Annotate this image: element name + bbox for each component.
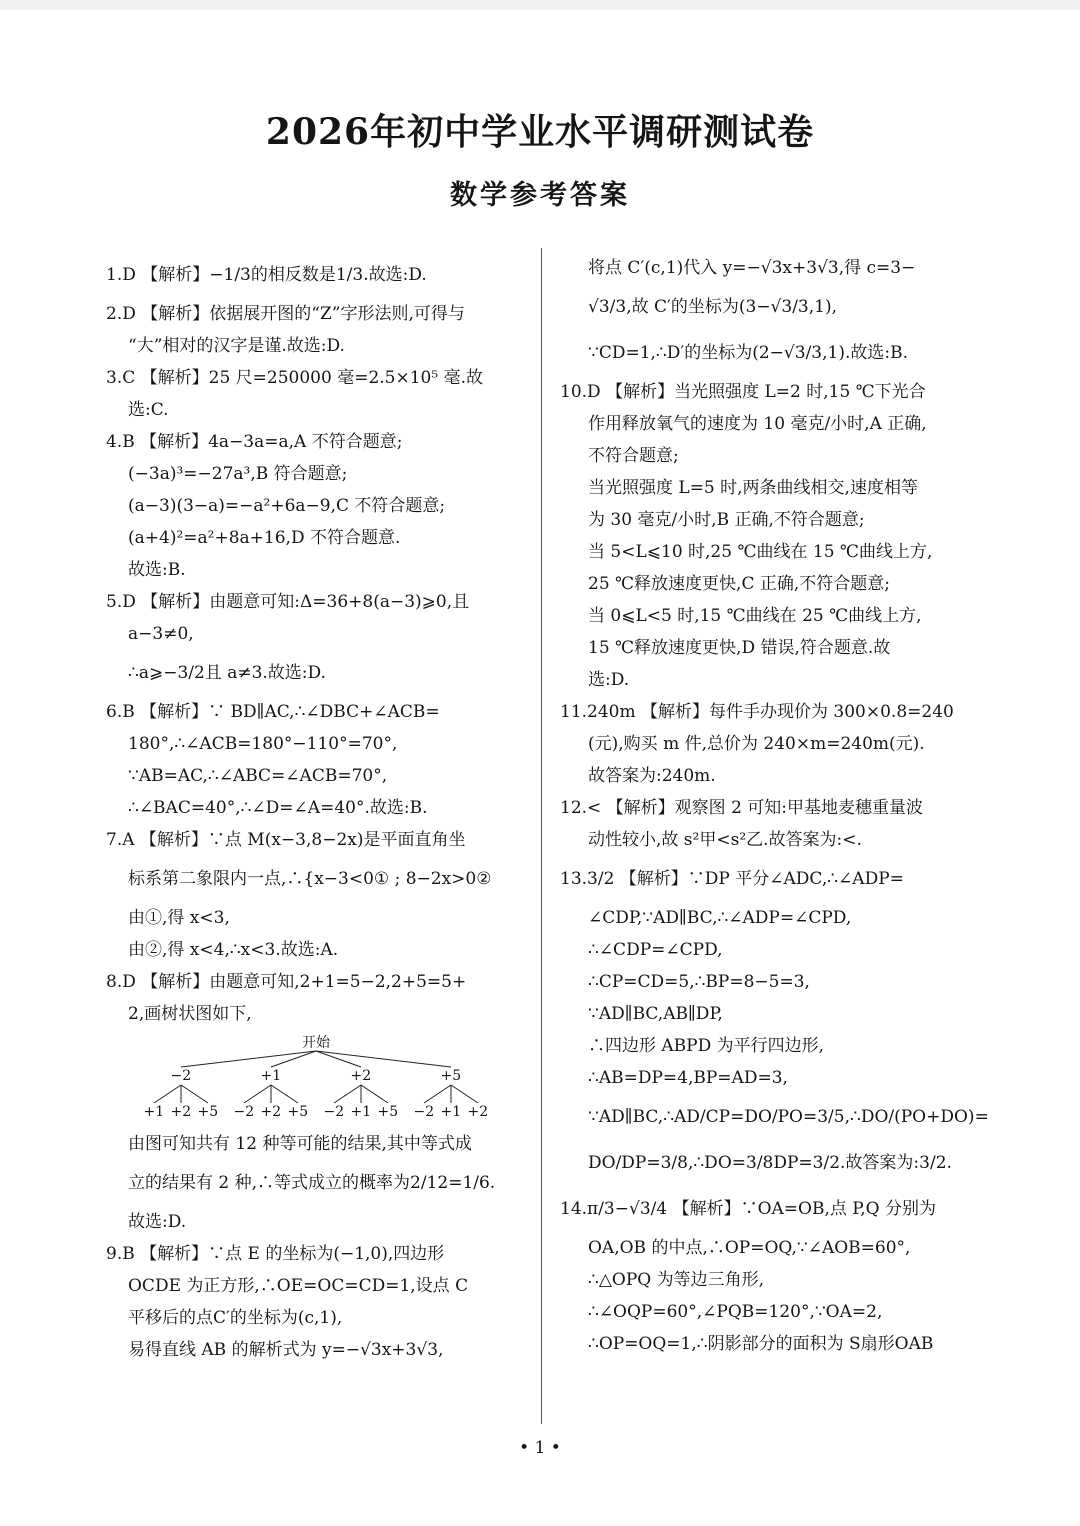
answer-9: 9.B 【解析】∵点 E 的坐标为(−1,0),四边形 — [106, 1244, 445, 1264]
tree-branch-label: +1 — [260, 1068, 282, 1084]
answer-10: 10.D 【解析】当光照强度 L=2 时,15 ℃下光合 — [560, 382, 926, 402]
tree-leaf-line — [334, 1085, 361, 1103]
answer-4-line-5: 故选:B. — [128, 560, 186, 580]
tree-leaf-label: −2 — [413, 1104, 435, 1120]
column-divider — [541, 248, 542, 1424]
answer-9-line-2: OCDE 为正方形,∴OE=OC=CD=1,设点 C — [128, 1276, 469, 1296]
answer-8: 8.D 【解析】由题意可知,2+1=5−2,2+5=5+ — [106, 972, 467, 992]
answer-10-line-2: 作用释放氧气的速度为 10 毫克/小时,A 正确, — [588, 414, 927, 434]
answer-12-line-2: 动性较小,故 s²甲<s²乙.故答案为:<. — [588, 830, 862, 850]
tree-leaf-label: +1 — [350, 1104, 372, 1120]
answer-4: 4.B 【解析】4a−3a=a,A 不符合题意; — [106, 432, 403, 452]
tree-leaf-label: +5 — [377, 1104, 399, 1120]
answer-13-line-2: ∠CDP,∵AD∥BC,∴∠ADP=∠CPD, — [588, 908, 852, 928]
tree-leaf-label: +2 — [260, 1104, 282, 1120]
answer-5-line-2: a−3≠0, — [128, 624, 194, 644]
tree-leaf-label: +1 — [143, 1104, 165, 1120]
tree-leaf-label: +2 — [170, 1104, 192, 1120]
page-number: • 1 • — [519, 1438, 561, 1458]
answer-13-line-8: ∵AD∥BC,∴AD/CP=DO/PO=3/5,∴DO/(PO+DO)= — [588, 1107, 989, 1127]
tree-branch-line — [316, 1051, 451, 1067]
answer-5: 5.D 【解析】由题意可知:Δ=36+8(a−3)⩾0,且 — [106, 592, 470, 612]
answer-8-line-5: 故选:D. — [128, 1212, 187, 1232]
answer-9-line-4: 易得直线 AB 的解析式为 y=−√3x+3√3, — [128, 1340, 444, 1360]
answer-13-line-5: ∵AD∥BC,AB∥DP, — [588, 1004, 723, 1024]
answer-11: 11.240m 【解析】每件手办现价为 300×0.8=240 — [560, 702, 954, 722]
answer-7: 7.A 【解析】∵点 M(x−3,8−2x)是平面直角坐 — [106, 830, 466, 850]
answer-6-line-4: ∴∠BAC=40°,∴∠D=∠A=40°.故选:B. — [128, 798, 428, 818]
page-subtitle: 数学参考答案 — [450, 180, 630, 211]
answer-10-line-7: 25 ℃释放速度更快,C 正确,不符合题意; — [588, 574, 890, 594]
answer-14-line-4: ∴∠OQP=60°,∠PQB=120°,∵OA=2, — [588, 1302, 883, 1322]
answer-12: 12.< 【解析】观察图 2 可知:甲基地麦穗重量波 — [560, 798, 924, 818]
answer-4-line-2: (−3a)³=−27a³,B 符合题意; — [128, 464, 348, 484]
tree-leaf-line — [451, 1085, 478, 1103]
answer-9-line-3: 平移后的点C′的坐标为(c,1), — [128, 1308, 343, 1328]
answer-14: 14.π/3−√3/4 【解析】∵OA=OB,点 P,Q 分别为 — [560, 1199, 937, 1219]
answer-13-line-7: ∴AB=DP=4,BP=AD=3, — [588, 1068, 788, 1088]
answer-7-line-2: 标系第二象限内一点,∴{x−3<0① ; 8−2x>0② — [128, 869, 492, 889]
answer-11-line-2: (元),购买 m 件,总价为 240×m=240m(元). — [588, 734, 925, 754]
tree-branch-line — [181, 1051, 316, 1067]
tree-leaf-label: +2 — [467, 1104, 489, 1120]
answer-6: 6.B 【解析】∵ BD∥AC,∴∠DBC+∠ACB= — [106, 702, 440, 722]
answer-13-line-3: ∴∠CDP=∠CPD, — [588, 940, 723, 960]
top-strip — [0, 0, 1080, 10]
answer-9-cont-2: √3/3,故 C′的坐标为(3−√3/3,1), — [588, 297, 838, 317]
answer-4-line-4: (a+4)²=a²+8a+16,D 不符合题意. — [128, 528, 401, 548]
tree-leaf-line — [244, 1085, 271, 1103]
answer-4-line-3: (a−3)(3−a)=−a²+6a−9,C 不符合题意; — [128, 496, 446, 516]
tree-leaf-line — [181, 1085, 208, 1103]
tree-leaf-line — [424, 1085, 451, 1103]
answer-10-line-10: 选:D. — [588, 670, 630, 690]
tree-leaf-line — [271, 1085, 298, 1103]
tree-leaf-line — [361, 1085, 388, 1103]
answer-7-line-4: 由②,得 x<4,∴x<3.故选:A. — [128, 940, 339, 960]
answer-3: 3.C 【解析】25 尺=250000 毫=2.5×10⁵ 毫.故 — [106, 368, 483, 388]
tree-leaf-label: −2 — [323, 1104, 345, 1120]
answer-10-line-3: 不符合题意; — [588, 446, 679, 466]
answer-11-line-3: 故答案为:240m. — [588, 766, 716, 786]
answer-10-line-6: 当 5<L⩽10 时,25 ℃曲线在 15 ℃曲线上方, — [588, 542, 933, 562]
answer-14-line-2: OA,OB 的中点,∴OP=OQ,∵∠AOB=60°, — [588, 1238, 911, 1258]
answer-5-line-3: ∴a⩾−3/2且 a≠3.故选:D. — [128, 663, 326, 683]
answer-1: 1.D 【解析】−1/3的相反数是1/3.故选:D. — [106, 265, 427, 285]
tree-leaf-label: +5 — [197, 1104, 219, 1120]
tree-diagram — [136, 1030, 526, 1128]
answer-13-line-4: ∴CP=CD=5,∴BP=8−5=3, — [588, 972, 810, 992]
left-column — [106, 252, 526, 1366]
tree-leaf-line — [154, 1085, 181, 1103]
tree-root-label: 开始 — [302, 1035, 330, 1051]
answer-10-line-5: 为 30 毫克/小时,B 正确,不符合题意; — [588, 510, 865, 530]
tree-branch-label: −2 — [170, 1068, 192, 1084]
answer-10-line-4: 当光照强度 L=5 时,两条曲线相交,速度相等 — [588, 478, 918, 498]
answer-13-line-9: DO/DP=3/8,∴DO=3/8DP=3/2.故答案为:3/2. — [588, 1153, 952, 1173]
answer-7-line-3: 由①,得 x<3, — [128, 908, 230, 928]
tree-leaf-label: +1 — [440, 1104, 462, 1120]
answer-6-line-3: ∵AB=AC,∴∠ABC=∠ACB=70°, — [128, 766, 388, 786]
tree-branch-label: +5 — [440, 1068, 462, 1084]
answer-9-cont-1: 将点 C′(c,1)代入 y=−√3x+3√3,得 c=3− — [588, 258, 916, 278]
answer-8-line-3: 由图可知共有 12 种等可能的结果,其中等式成 — [128, 1134, 472, 1154]
tree-branch-label: +2 — [350, 1068, 372, 1084]
answer-2: 2.D 【解析】依据展开图的“Z”字形法则,可得与 — [106, 304, 465, 324]
answer-8-line-4: 立的结果有 2 种,∴等式成立的概率为2/12=1/6. — [128, 1173, 496, 1193]
page-title: 2026年初中学业水平调研测试卷 — [265, 111, 815, 153]
right-column — [560, 252, 989, 1360]
tree-leaf-label: −2 — [233, 1104, 255, 1120]
answer-2-cont: “大”相对的汉字是谨.故选:D. — [128, 336, 345, 356]
answer-10-line-9: 15 ℃释放速度更快,D 错误,符合题意.故 — [588, 638, 891, 658]
answer-6-line-2: 180°,∴∠ACB=180°−110°=70°, — [128, 734, 398, 754]
answer-14-line-5: ∴OP=OQ=1,∴阴影部分的面积为 S扇形OAB — [588, 1334, 934, 1354]
answer-3-cont: 选:C. — [128, 400, 169, 420]
answer-8-line-2: 2,画树状图如下, — [128, 1004, 252, 1024]
answer-14-line-3: ∴△OPQ 为等边三角形, — [588, 1270, 765, 1290]
tree-leaf-label: +5 — [287, 1104, 309, 1120]
answer-10-line-8: 当 0⩽L<5 时,15 ℃曲线在 25 ℃曲线上方, — [588, 606, 922, 626]
answer-13: 13.3/2 【解析】∵DP 平分∠ADC,∴∠ADP= — [560, 869, 904, 889]
answer-9-cont-3: ∵CD=1,∴D′的坐标为(2−√3/3,1).故选:B. — [588, 343, 908, 363]
answer-13-line-6: ∴四边形 ABPD 为平行四边形, — [588, 1036, 825, 1056]
